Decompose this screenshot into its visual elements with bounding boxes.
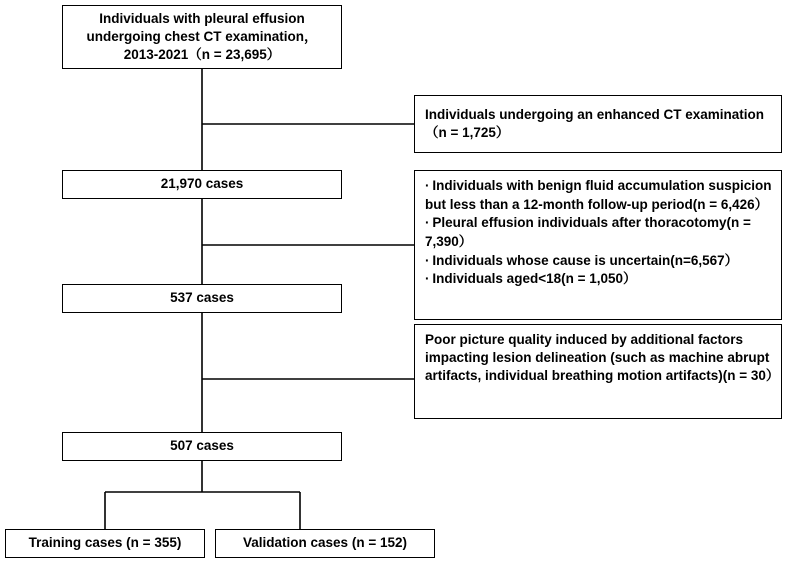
node-after-quality-label: 507 cases (170, 438, 234, 454)
node-training-cases-label: Training cases (n = 355) (28, 535, 182, 551)
bullet-icon: · (425, 271, 430, 287)
node-poor-quality-exclusion-label: Poor picture quality induced by additional factors impacting lesion delineation (such as machine abrupt artifacts, individual breathing motion artifacts)(n = 30） (425, 332, 780, 384)
exclusion-item-4-label: Individuals aged<18(n = 1,050） (432, 271, 637, 287)
node-validation-cases (215, 529, 435, 558)
node-total-population-label: Individuals with pleural effusion undergoing chest CT examination，2013-2021（n = 23,695） (86, 10, 318, 63)
exclusion-item-4 (425, 270, 773, 289)
exclusion-criteria-list (425, 177, 773, 289)
node-total-population (62, 5, 342, 69)
exclusion-item-3 (425, 252, 773, 271)
node-exclusion-criteria (414, 170, 782, 320)
exclusion-item-1 (425, 177, 773, 214)
bullet-icon: · (425, 215, 430, 231)
node-validation-cases-label: Validation cases (n = 152) (243, 535, 407, 551)
exclusion-item-2-label: Pleural effusion individuals after thoracotomy(n = 7,390） (425, 215, 751, 249)
node-after-enhanced-ct (62, 170, 342, 199)
exclusion-item-1-label: Individuals with benign fluid accumulation suspicion but less than a 12-month follow-up period(n = 6,426） (425, 178, 772, 212)
node-enhanced-ct-exclusion-label: Individuals undergoing an enhanced CT examination（n = 1,725） (425, 106, 765, 140)
bullet-icon: · (425, 252, 430, 268)
node-after-quality (62, 432, 342, 461)
node-enhanced-ct-exclusion (414, 95, 782, 153)
node-after-enhanced-ct-label: 21,970 cases (160, 176, 244, 192)
node-after-exclusions (62, 284, 342, 313)
exclusion-item-2 (425, 214, 773, 251)
node-training-cases (5, 529, 205, 558)
node-poor-quality-exclusion (414, 324, 782, 419)
bullet-icon: · (425, 178, 430, 193)
node-after-exclusions-label: 537 cases (170, 290, 234, 306)
exclusion-item-3-label: Individuals whose cause is uncertain(n=6,567） (432, 252, 739, 268)
